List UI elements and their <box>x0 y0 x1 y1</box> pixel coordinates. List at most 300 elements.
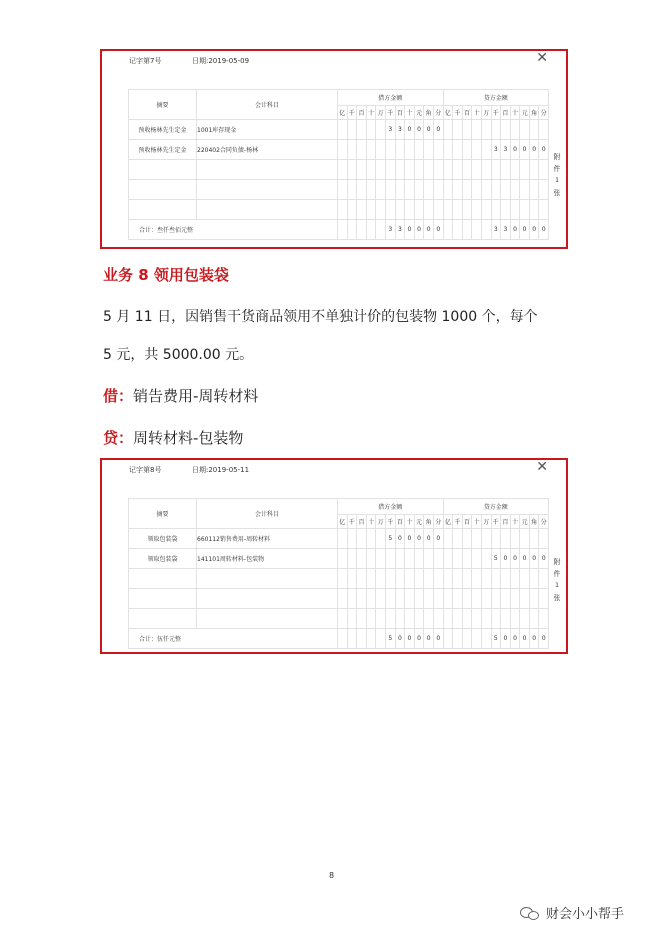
credit-unit-label: 十 <box>472 515 482 529</box>
debit-digit <box>347 629 357 649</box>
debit-digit <box>376 629 386 649</box>
credit-digit: 0 <box>501 629 511 649</box>
debit-digit <box>414 549 424 569</box>
empty-digit <box>491 200 501 220</box>
empty-digit <box>520 609 530 629</box>
empty-digit <box>366 200 376 220</box>
empty-digit <box>385 180 395 200</box>
voucher-date: 日期:2019-05-09 <box>192 57 250 65</box>
attach-char: 张 <box>553 594 561 602</box>
debit-unit-label: 分 <box>433 106 443 120</box>
debit-digit <box>385 140 395 160</box>
debit-digit <box>347 220 357 240</box>
credit-digit <box>529 529 539 549</box>
debit-digit <box>347 120 357 140</box>
debit-header: 借方金额 <box>338 90 444 106</box>
debit-digit: 5 <box>385 529 395 549</box>
empty-digit <box>376 180 386 200</box>
credit-digit <box>472 120 482 140</box>
debit-unit-label: 亿 <box>338 106 348 120</box>
debit-digit <box>376 529 386 549</box>
credit-unit-label: 百 <box>462 515 472 529</box>
debit-digit <box>347 529 357 549</box>
attachment-count <box>552 151 562 199</box>
credit-digit <box>462 629 472 649</box>
credit-digit <box>462 120 472 140</box>
credit-unit-label: 百 <box>501 515 511 529</box>
credit-digit <box>472 529 482 549</box>
empty-digit <box>462 569 472 589</box>
credit-unit-label: 十 <box>472 106 482 120</box>
empty-digit <box>414 589 424 609</box>
credit-digit: 0 <box>539 629 549 649</box>
empty-digit <box>539 569 549 589</box>
debit-digit <box>357 120 367 140</box>
debit-digit <box>376 140 386 160</box>
debit-unit-label: 元 <box>414 106 424 120</box>
credit-digit <box>453 629 463 649</box>
table-row[interactable] <box>129 529 549 549</box>
credit-unit-label: 角 <box>529 515 539 529</box>
credit-digit: 0 <box>529 629 539 649</box>
empty-digit <box>539 200 549 220</box>
credit-unit-label: 万 <box>481 515 491 529</box>
debit-digit <box>357 220 367 240</box>
attach-number: 1 <box>555 177 559 184</box>
total-label: 合计：伍仟元整 <box>129 629 338 649</box>
debit-digit: 5 <box>385 629 395 649</box>
empty-digit <box>472 589 482 609</box>
empty-digit <box>481 160 491 180</box>
debit-digit: 0 <box>414 629 424 649</box>
credit-digit: 5 <box>491 629 501 649</box>
empty-digit <box>491 569 501 589</box>
debit-digit: 0 <box>433 220 443 240</box>
empty-digit <box>338 589 348 609</box>
empty-digit <box>510 180 520 200</box>
credit-digit: 0 <box>520 629 530 649</box>
debit-digit <box>366 549 376 569</box>
credit-digit: 3 <box>491 220 501 240</box>
empty-row[interactable] <box>129 589 549 609</box>
debit-digit <box>433 140 443 160</box>
empty-digit <box>347 180 357 200</box>
empty-digit <box>529 180 539 200</box>
row-account: 660112销售费用-周转材料 <box>197 529 338 549</box>
debit-unit-label: 十 <box>405 515 415 529</box>
credit-unit-label: 千 <box>491 515 501 529</box>
empty-digit <box>453 569 463 589</box>
empty-digit <box>472 180 482 200</box>
empty-digit <box>414 200 424 220</box>
empty-digit <box>338 569 348 589</box>
empty-digit <box>501 200 511 220</box>
empty-row[interactable] <box>129 200 549 220</box>
credit-unit-label: 分 <box>539 515 549 529</box>
debit-digit <box>357 549 367 569</box>
debit-digit <box>366 120 376 140</box>
debit-digit <box>338 549 348 569</box>
credit-digit <box>462 549 472 569</box>
empty-digit <box>529 569 539 589</box>
debit-unit-label: 十 <box>366 515 376 529</box>
row-account: 141101周转材料-包装物 <box>197 549 338 569</box>
debit-digit: 0 <box>414 220 424 240</box>
empty-digit <box>491 160 501 180</box>
voucher-7 <box>100 49 568 249</box>
credit-unit-label: 百 <box>462 106 472 120</box>
empty-digit <box>443 200 453 220</box>
empty-digit <box>481 569 491 589</box>
empty-digit <box>433 569 443 589</box>
debit-digit <box>366 629 376 649</box>
empty-digit <box>491 589 501 609</box>
table-row[interactable] <box>129 120 549 140</box>
credit-unit-label: 分 <box>539 106 549 120</box>
credit-digit <box>481 549 491 569</box>
empty-digit <box>424 569 434 589</box>
attach-char: 附 <box>553 558 561 566</box>
empty-digit <box>443 180 453 200</box>
empty-digit <box>395 609 405 629</box>
debit-digit <box>338 529 348 549</box>
credit-digit: 3 <box>501 220 511 240</box>
debit-digit <box>395 549 405 569</box>
empty-digit <box>376 569 386 589</box>
empty-digit <box>385 589 395 609</box>
debit-entry <box>103 385 258 406</box>
empty-digit <box>385 160 395 180</box>
credit-digit <box>472 549 482 569</box>
watermark-text: 财会小小帮手 <box>546 907 625 922</box>
empty-digit <box>405 200 415 220</box>
credit-digit <box>520 529 530 549</box>
empty-row[interactable] <box>129 609 549 629</box>
empty-digit <box>462 609 472 629</box>
credit-digit: 0 <box>539 140 549 160</box>
debit-header: 借方金额 <box>338 499 444 515</box>
empty-digit <box>395 569 405 589</box>
empty-digit <box>501 569 511 589</box>
debit-unit-label: 角 <box>424 106 434 120</box>
total-label: 合计：叁仟叁佰元整 <box>129 220 338 240</box>
empty-digit <box>520 200 530 220</box>
account-header: 会计科目 <box>197 90 338 120</box>
empty-digit <box>520 589 530 609</box>
debit-unit-label: 百 <box>395 106 405 120</box>
empty-digit <box>539 160 549 180</box>
debit-digit: 0 <box>395 629 405 649</box>
empty-digit <box>414 160 424 180</box>
voucher-date: 日期:2019-05-11 <box>192 466 250 474</box>
debit-unit-label: 百 <box>395 515 405 529</box>
credit-digit: 0 <box>520 140 530 160</box>
voucher-table <box>128 89 549 240</box>
debit-unit-label: 百 <box>357 106 367 120</box>
empty-digit <box>338 200 348 220</box>
debit-digit <box>357 140 367 160</box>
debit-unit-label: 千 <box>347 106 357 120</box>
empty-digit <box>501 609 511 629</box>
empty-digit <box>405 589 415 609</box>
summary-header: 摘要 <box>129 499 197 529</box>
close-icon[interactable]: ✕ <box>536 459 548 475</box>
empty-digit <box>481 609 491 629</box>
empty-digit <box>462 160 472 180</box>
credit-digit <box>453 120 463 140</box>
credit-digit <box>443 140 453 160</box>
debit-unit-label: 百 <box>357 515 367 529</box>
empty-digit <box>462 589 472 609</box>
empty-digit <box>424 200 434 220</box>
debit-digit: 0 <box>405 529 415 549</box>
debit-digit: 0 <box>424 220 434 240</box>
credit-header: 贷方金额 <box>443 90 549 106</box>
credit-digit: 0 <box>529 549 539 569</box>
empty-digit <box>424 180 434 200</box>
empty-digit <box>481 200 491 220</box>
credit-digit <box>462 220 472 240</box>
credit-digit: 3 <box>491 140 501 160</box>
empty-digit <box>529 160 539 180</box>
credit-digit: 0 <box>501 549 511 569</box>
debit-digit <box>376 549 386 569</box>
debit-digit: 0 <box>405 120 415 140</box>
empty-digit <box>376 609 386 629</box>
debit-unit-label: 千 <box>385 106 395 120</box>
empty-digit <box>453 589 463 609</box>
debit-digit <box>366 140 376 160</box>
empty-digit <box>443 160 453 180</box>
table-row[interactable] <box>129 140 549 160</box>
empty-digit <box>510 160 520 180</box>
credit-unit-label: 十 <box>510 515 520 529</box>
empty-digit <box>376 200 386 220</box>
empty-digit <box>539 609 549 629</box>
credit-digit <box>453 529 463 549</box>
attach-char: 件 <box>553 570 561 578</box>
credit-unit-label: 元 <box>520 515 530 529</box>
credit-unit-label: 元 <box>520 106 530 120</box>
debit-text: 销告费用-周转材料 <box>133 387 259 405</box>
credit-unit-label: 十 <box>510 106 520 120</box>
credit-digit: 3 <box>501 140 511 160</box>
credit-digit <box>443 629 453 649</box>
credit-unit-label: 角 <box>529 106 539 120</box>
empty-digit <box>443 569 453 589</box>
debit-digit <box>338 140 348 160</box>
empty-digit <box>385 609 395 629</box>
credit-digit <box>481 140 491 160</box>
empty-row[interactable] <box>129 160 549 180</box>
debit-digit <box>424 549 434 569</box>
debit-digit: 3 <box>385 220 395 240</box>
empty-digit <box>424 589 434 609</box>
section-heading: 业务 8 领用包装袋 <box>103 266 229 284</box>
empty-digit <box>366 589 376 609</box>
empty-digit <box>520 569 530 589</box>
empty-digit <box>520 180 530 200</box>
debit-digit <box>347 549 357 569</box>
empty-digit <box>376 589 386 609</box>
debit-unit-label: 分 <box>433 515 443 529</box>
credit-digit <box>510 529 520 549</box>
empty-digit <box>529 200 539 220</box>
empty-digit <box>520 160 530 180</box>
debit-digit <box>366 529 376 549</box>
debit-digit <box>395 140 405 160</box>
credit-digit: 0 <box>539 220 549 240</box>
credit-digit: 0 <box>510 549 520 569</box>
credit-unit-label: 万 <box>481 106 491 120</box>
row-summary: 预收杨林先生定金 <box>129 120 197 140</box>
debit-digit <box>357 629 367 649</box>
attach-char: 附 <box>553 153 561 161</box>
empty-digit <box>491 180 501 200</box>
credit-digit: 0 <box>539 549 549 569</box>
total-row <box>129 220 549 240</box>
empty-digit <box>443 609 453 629</box>
debit-digit <box>366 220 376 240</box>
row-summary: 预收杨林先生定金 <box>129 140 197 160</box>
debit-digit: 0 <box>424 120 434 140</box>
debit-digit: 0 <box>405 220 415 240</box>
description-line-1: 5 月 11 日，因销售干货商品领用不单独计价的包装物 1000 个，每个 <box>103 309 538 325</box>
credit-digit: 0 <box>529 220 539 240</box>
credit-digit <box>462 140 472 160</box>
debit-unit-label: 角 <box>424 515 434 529</box>
credit-unit-label: 百 <box>501 106 511 120</box>
debit-digit: 3 <box>395 120 405 140</box>
empty-digit <box>501 160 511 180</box>
empty-digit <box>357 609 367 629</box>
empty-digit <box>414 569 424 589</box>
empty-digit <box>338 160 348 180</box>
voucher-header <box>102 459 566 476</box>
credit-digit: 0 <box>529 140 539 160</box>
credit-digit <box>501 120 511 140</box>
credit-entry <box>103 427 243 448</box>
debit-digit: 0 <box>433 529 443 549</box>
empty-digit <box>357 589 367 609</box>
debit-unit-label: 元 <box>414 515 424 529</box>
credit-digit: 0 <box>520 549 530 569</box>
empty-digit <box>462 180 472 200</box>
voucher-table <box>128 498 549 649</box>
empty-digit <box>433 589 443 609</box>
empty-digit <box>510 589 520 609</box>
debit-unit-label: 千 <box>385 515 395 529</box>
debit-digit: 3 <box>395 220 405 240</box>
credit-digit: 0 <box>510 629 520 649</box>
row-summary: 领取包装袋 <box>129 549 197 569</box>
total-row <box>129 629 549 649</box>
credit-digit: 0 <box>510 140 520 160</box>
credit-digit: 0 <box>510 220 520 240</box>
empty-digit <box>395 160 405 180</box>
empty-digit <box>510 569 520 589</box>
empty-digit <box>414 180 424 200</box>
debit-digit <box>376 120 386 140</box>
credit-digit <box>472 140 482 160</box>
empty-digit <box>405 160 415 180</box>
debit-unit-label: 千 <box>347 515 357 529</box>
empty-digit <box>510 609 520 629</box>
debit-digit <box>347 140 357 160</box>
debit-digit <box>338 220 348 240</box>
empty-digit <box>338 180 348 200</box>
debit-digit <box>414 140 424 160</box>
empty-digit <box>385 569 395 589</box>
empty-digit <box>347 609 357 629</box>
empty-digit <box>472 200 482 220</box>
empty-digit <box>424 609 434 629</box>
empty-row[interactable] <box>129 569 549 589</box>
credit-digit <box>443 220 453 240</box>
debit-label: 借： <box>103 387 134 405</box>
voucher-number: 记字第8号 <box>129 466 162 474</box>
empty-row[interactable] <box>129 180 549 200</box>
debit-digit <box>433 549 443 569</box>
credit-unit-label: 亿 <box>443 106 453 120</box>
debit-digit <box>424 140 434 160</box>
credit-digit <box>539 529 549 549</box>
attach-number: 1 <box>555 582 559 589</box>
credit-digit <box>481 120 491 140</box>
empty-digit <box>433 609 443 629</box>
debit-digit: 0 <box>405 629 415 649</box>
attachment-count <box>552 556 562 604</box>
debit-digit: 0 <box>433 120 443 140</box>
credit-label: 贷： <box>103 429 134 447</box>
empty-digit <box>433 160 443 180</box>
debit-unit-label: 十 <box>405 106 415 120</box>
empty-digit <box>453 160 463 180</box>
credit-digit <box>443 120 453 140</box>
voucher-header <box>102 50 566 67</box>
row-account: 1001库存现金 <box>197 120 338 140</box>
credit-digit <box>472 220 482 240</box>
credit-digit: 0 <box>520 220 530 240</box>
empty-digit <box>424 160 434 180</box>
empty-digit <box>347 200 357 220</box>
credit-digit <box>501 529 511 549</box>
attach-char: 件 <box>553 165 561 173</box>
empty-digit <box>529 609 539 629</box>
empty-digit <box>366 569 376 589</box>
credit-unit-label: 亿 <box>443 515 453 529</box>
credit-digit <box>462 529 472 549</box>
credit-digit <box>443 549 453 569</box>
empty-digit <box>510 200 520 220</box>
debit-digit <box>405 140 415 160</box>
empty-digit <box>357 180 367 200</box>
empty-digit <box>529 589 539 609</box>
credit-text: 周转材料-包装物 <box>133 429 244 447</box>
empty-digit <box>366 180 376 200</box>
empty-digit <box>433 200 443 220</box>
empty-digit <box>357 569 367 589</box>
credit-digit <box>510 120 520 140</box>
empty-digit <box>481 180 491 200</box>
table-row[interactable] <box>129 549 549 569</box>
credit-digit <box>453 140 463 160</box>
empty-digit <box>405 569 415 589</box>
debit-digit <box>338 629 348 649</box>
credit-digit <box>491 120 501 140</box>
credit-digit: 5 <box>491 549 501 569</box>
close-icon[interactable]: ✕ <box>536 50 548 66</box>
